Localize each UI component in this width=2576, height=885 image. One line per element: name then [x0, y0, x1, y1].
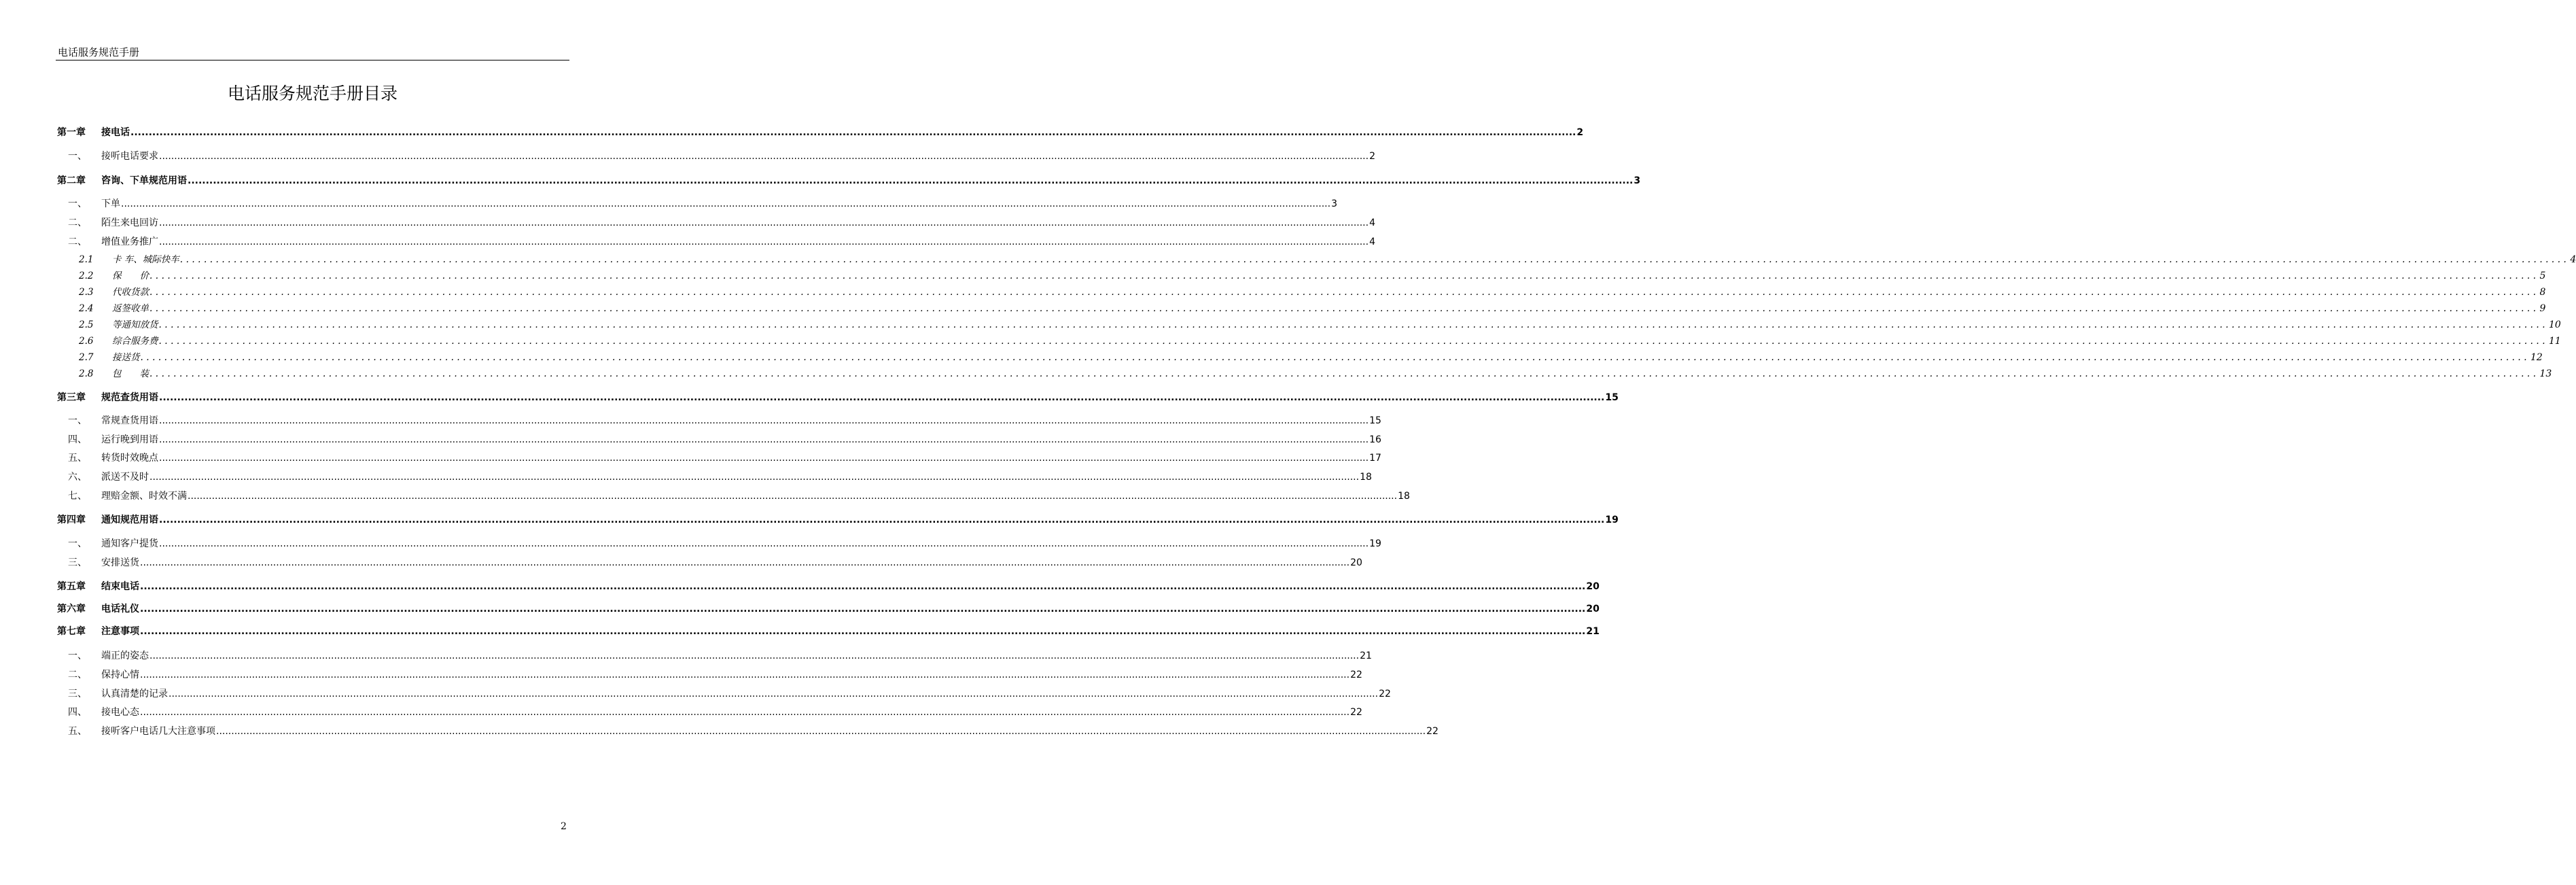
- toc-entry[interactable]: [57, 333, 2561, 347]
- toc-entry-page: 22: [1426, 726, 1439, 737]
- toc-entry[interactable]: [57, 451, 1381, 464]
- toc-entry[interactable]: [57, 366, 2552, 379]
- toc-dot-leader: ................................................................................................................................................................................................................................................................................................................................................................................................................: [149, 472, 1360, 483]
- toc-entry-label: 安排送货: [101, 557, 139, 568]
- toc-entry-number: 第一章: [57, 127, 86, 138]
- toc-entry-page: 20: [1586, 581, 1600, 592]
- toc-entry-label: 卡 车、城际快车: [112, 254, 179, 265]
- toc-entry-label: 代收货款: [112, 287, 149, 298]
- toc-entry-label: 接听电话要求: [101, 151, 158, 162]
- toc-entry-page: 11: [2549, 336, 2561, 347]
- toc-entry-label: 增值业务推广: [101, 237, 158, 247]
- toc-entry-page: 20: [1350, 557, 1362, 568]
- toc-entry-label: 保持心情: [101, 670, 139, 680]
- toc-entry-label: 包 装: [112, 368, 149, 379]
- toc-entry-label: 接听客户电话几大注意事项: [101, 726, 215, 737]
- toc-entry-page: 15: [1369, 415, 1381, 426]
- toc-entry-number: 第七章: [57, 626, 86, 637]
- toc-entry-page: 13: [2539, 368, 2552, 379]
- toc-entry-label: 端正的姿态: [101, 650, 149, 661]
- toc-entry[interactable]: [57, 536, 1381, 550]
- toc-entry-label: 保 价: [112, 271, 149, 281]
- toc-entry-page: 19: [1605, 515, 1619, 525]
- toc-entry[interactable]: [57, 555, 1362, 569]
- toc-entry[interactable]: [57, 513, 1619, 526]
- toc-entry-number: 一、: [68, 538, 87, 549]
- toc-entry-label: 通知规范用语: [101, 515, 158, 525]
- toc-entry-page: 15: [1605, 392, 1619, 403]
- toc-entry[interactable]: [57, 489, 1410, 502]
- toc-entry-label: 运行晚到用语: [101, 434, 158, 445]
- toc-dot-leader: ................................................................................................................................................................................................................................................................................................................................................................................................................: [149, 271, 2539, 281]
- toc-entry-page: 4: [2570, 254, 2576, 265]
- toc-entry[interactable]: [57, 624, 1600, 638]
- toc-entry[interactable]: [57, 317, 2561, 330]
- toc-entry[interactable]: [57, 125, 1584, 139]
- toc-entry-label: 通知客户提货: [101, 538, 158, 549]
- toc-entry[interactable]: [57, 349, 2543, 363]
- table-of-contents: [57, 0, 2576, 885]
- toc-entry-label: 认真清楚的记录: [101, 689, 168, 699]
- page-number: 2: [561, 821, 567, 832]
- toc-dot-leader: ................................................................................................................................................................................................................................................................................................................................................................................................................: [159, 538, 1369, 549]
- toc-entry-page: 19: [1369, 538, 1381, 549]
- toc-entry-number: 二、: [68, 218, 87, 228]
- toc-entry-page: 3: [1634, 175, 1641, 186]
- toc-entry-label: 派送不及时: [101, 472, 149, 483]
- toc-entry-label: 注意事项: [101, 626, 139, 637]
- toc-entry[interactable]: [57, 284, 2546, 298]
- toc-dot-leader: ................................................................................................................................................................................................................................................................................................................................................................................................................: [140, 352, 2530, 363]
- toc-entry[interactable]: [57, 149, 1375, 162]
- toc-dot-leader: ................................................................................................................................................................................................................................................................................................................................................................................................................: [130, 127, 1576, 138]
- toc-entry[interactable]: [57, 196, 1337, 210]
- toc-entry-page: 4: [1369, 237, 1375, 247]
- toc-entry[interactable]: [57, 648, 1372, 662]
- toc-entry-number: 2.8: [79, 368, 94, 379]
- toc-dot-leader: ................................................................................................................................................................................................................................................................................................................................................................................................................: [159, 453, 1369, 464]
- toc-dot-leader: ................................................................................................................................................................................................................................................................................................................................................................................................................: [158, 336, 2549, 347]
- toc-entry-number: 2.3: [79, 287, 94, 298]
- toc-entry-page: 12: [2530, 352, 2543, 363]
- toc-entry-label: 理赔金额、时效不满: [101, 491, 187, 502]
- toc-dot-leader: ................................................................................................................................................................................................................................................................................................................................................................................................................: [149, 368, 2539, 379]
- toc-entry-label: 下单: [101, 198, 120, 209]
- toc-entry-number: 二、: [68, 237, 87, 247]
- toc-dot-leader: ................................................................................................................................................................................................................................................................................................................................................................................................................: [216, 726, 1426, 737]
- toc-entry[interactable]: [57, 705, 1362, 718]
- toc-entry[interactable]: [57, 268, 2546, 281]
- toc-dot-leader: ................................................................................................................................................................................................................................................................................................................................................................................................................: [188, 491, 1398, 502]
- toc-entry[interactable]: [57, 235, 1375, 248]
- toc-dot-leader: ................................................................................................................................................................................................................................................................................................................................................................................................................: [179, 254, 2570, 265]
- toc-dot-leader: ................................................................................................................................................................................................................................................................................................................................................................................................................: [140, 670, 1350, 680]
- toc-entry-label: 综合服务费: [112, 336, 158, 347]
- toc-dot-leader: ................................................................................................................................................................................................................................................................................................................................................................................................................: [158, 319, 2549, 330]
- toc-entry-number: 三、: [68, 557, 87, 568]
- toc-entry-number: 第四章: [57, 515, 86, 525]
- toc-dot-leader: ................................................................................................................................................................................................................................................................................................................................................................................................................: [140, 626, 1586, 637]
- toc-entry[interactable]: [57, 215, 1375, 229]
- toc-entry-number: 2.5: [79, 319, 94, 330]
- toc-entry[interactable]: [57, 390, 1619, 404]
- toc-entry[interactable]: [57, 413, 1381, 427]
- toc-entry[interactable]: [57, 300, 2546, 314]
- toc-entry-number: 一、: [68, 151, 87, 162]
- toc-entry-page: 8: [2539, 287, 2546, 298]
- toc-entry-page: 5: [2539, 271, 2546, 281]
- toc-entry-page: 18: [1360, 472, 1372, 483]
- toc-entry-label: 接电话: [101, 127, 130, 138]
- toc-entry-number: 一、: [68, 415, 87, 426]
- toc-entry-number: 六、: [68, 472, 87, 483]
- toc-entry-page: 4: [1369, 218, 1375, 228]
- toc-dot-leader: ................................................................................................................................................................................................................................................................................................................................................................................................................: [140, 581, 1586, 592]
- toc-dot-leader: ................................................................................................................................................................................................................................................................................................................................................................................................................: [159, 415, 1369, 426]
- toc-dot-leader: ................................................................................................................................................................................................................................................................................................................................................................................................................: [188, 175, 1634, 186]
- toc-entry-page: 9: [2539, 303, 2546, 314]
- toc-entry-number: 一、: [68, 650, 87, 661]
- toc-entry-label: 返签收单: [112, 303, 149, 314]
- toc-entry[interactable]: [57, 251, 2576, 265]
- toc-dot-leader: ................................................................................................................................................................................................................................................................................................................................................................................................................: [140, 557, 1350, 568]
- toc-entry-number: 四、: [68, 707, 87, 718]
- toc-dot-leader: ................................................................................................................................................................................................................................................................................................................................................................................................................: [149, 650, 1360, 661]
- toc-entry[interactable]: [57, 470, 1372, 483]
- toc-entry[interactable]: [57, 724, 1439, 738]
- toc-entry-number: 第五章: [57, 581, 86, 592]
- toc-entry-page: 18: [1398, 491, 1410, 502]
- toc-dot-leader: ................................................................................................................................................................................................................................................................................................................................................................................................................: [159, 434, 1369, 445]
- toc-dot-leader: ................................................................................................................................................................................................................................................................................................................................................................................................................: [149, 287, 2539, 298]
- toc-entry-number: 2.7: [79, 352, 94, 363]
- toc-entry-number: 2.6: [79, 336, 94, 347]
- toc-dot-leader: ................................................................................................................................................................................................................................................................................................................................................................................................................: [140, 707, 1350, 718]
- toc-entry-label: 规范查货用语: [101, 392, 158, 403]
- toc-entry[interactable]: [57, 173, 1641, 187]
- toc-entry-number: 三、: [68, 689, 87, 699]
- toc-entry-number: 2.2: [79, 271, 94, 281]
- toc-entry-page: 2: [1576, 127, 1584, 138]
- toc-entry-page: 16: [1369, 434, 1381, 445]
- toc-entry[interactable]: [57, 602, 1600, 615]
- toc-entry-page: 10: [2549, 319, 2561, 330]
- toc-entry-label: 接电心态: [101, 707, 139, 718]
- toc-entry-number: 五、: [68, 453, 87, 464]
- running-header: 电话服务规范手册: [58, 46, 140, 58]
- toc-entry[interactable]: [57, 432, 1381, 446]
- toc-entry-page: 2: [1369, 151, 1375, 162]
- toc-dot-leader: ................................................................................................................................................................................................................................................................................................................................................................................................................: [121, 198, 1331, 209]
- toc-entry-page: 22: [1350, 670, 1362, 680]
- toc-entry-number: 2.1: [79, 254, 94, 265]
- toc-entry[interactable]: [57, 667, 1362, 681]
- toc-dot-leader: ................................................................................................................................................................................................................................................................................................................................................................................................................: [140, 604, 1586, 614]
- toc-entry-label: 接送货: [112, 352, 140, 363]
- toc-entry-label: 结束电话: [101, 581, 139, 592]
- toc-dot-leader: ................................................................................................................................................................................................................................................................................................................................................................................................................: [159, 515, 1605, 525]
- toc-entry[interactable]: [57, 579, 1600, 593]
- toc-dot-leader: ................................................................................................................................................................................................................................................................................................................................................................................................................: [159, 392, 1605, 403]
- toc-dot-leader: ................................................................................................................................................................................................................................................................................................................................................................................................................: [169, 689, 1379, 699]
- toc-entry-label: 陌生来电回访: [101, 218, 158, 228]
- toc-entry-page: 21: [1586, 626, 1600, 637]
- toc-entry-page: 21: [1360, 650, 1372, 661]
- toc-entry-label: 咨询、下单规范用语: [101, 175, 187, 186]
- toc-entry-number: 七、: [68, 491, 87, 502]
- toc-entry-number: 第六章: [57, 604, 86, 614]
- toc-entry-page: 3: [1331, 198, 1337, 209]
- page-title: 电话服务规范手册目录: [227, 84, 398, 103]
- toc-dot-leader: ................................................................................................................................................................................................................................................................................................................................................................................................................: [159, 151, 1369, 162]
- toc-entry-number: 2.4: [79, 303, 94, 314]
- toc-dot-leader: ................................................................................................................................................................................................................................................................................................................................................................................................................: [159, 237, 1369, 247]
- toc-dot-leader: ................................................................................................................................................................................................................................................................................................................................................................................................................: [159, 218, 1369, 228]
- toc-entry-page: 17: [1369, 453, 1381, 464]
- toc-entry-number: 一、: [68, 198, 87, 209]
- toc-entry-page: 22: [1379, 689, 1391, 699]
- toc-entry[interactable]: [57, 687, 1391, 700]
- toc-entry-page: 22: [1350, 707, 1362, 718]
- toc-entry-number: 五、: [68, 726, 87, 737]
- toc-entry-page: 20: [1586, 604, 1600, 614]
- toc-entry-number: 第三章: [57, 392, 86, 403]
- toc-entry-label: 等通知放货: [112, 319, 158, 330]
- toc-entry-label: 电话礼仪: [101, 604, 139, 614]
- toc-entry-number: 二、: [68, 670, 87, 680]
- toc-entry-label: 转货时效晚点: [101, 453, 158, 464]
- toc-entry-number: 第二章: [57, 175, 86, 186]
- toc-entry-number: 四、: [68, 434, 87, 445]
- toc-dot-leader: ................................................................................................................................................................................................................................................................................................................................................................................................................: [149, 303, 2539, 314]
- toc-entry-label: 常规查货用语: [101, 415, 158, 426]
